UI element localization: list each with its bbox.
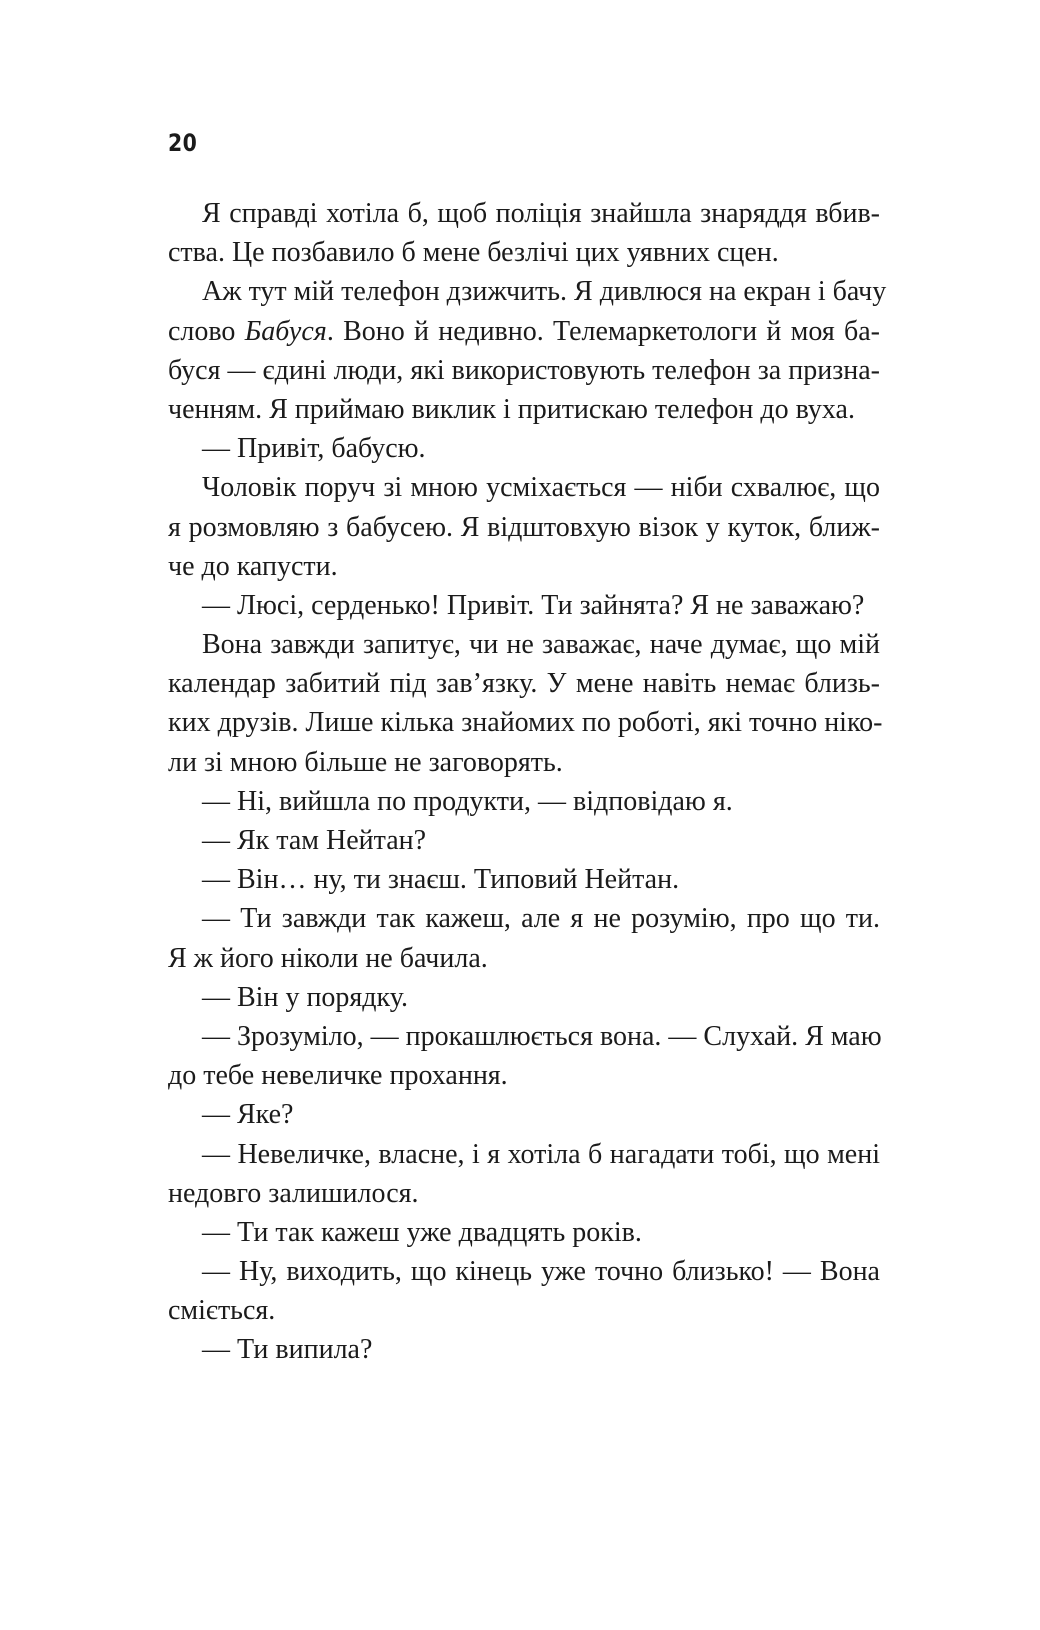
text-line: буся — єдині люди, які використовують телефон за призна-	[168, 354, 880, 386]
text-line: до тебе невеличке прохання.	[168, 1060, 508, 1092]
text-line: — Ти так кажеш уже двадцять років.	[202, 1216, 642, 1248]
text-line: ких друзів. Лише кілька знайомих по роботі, які точно ніко-	[168, 707, 883, 739]
text-line: ченням. Я приймаю виклик і притискаю телефон до вуха.	[168, 393, 855, 425]
text-segment: . Воно й недивно. Телемаркетологи й моя ба-	[326, 315, 880, 347]
text-line: — Як там Нейтан?	[202, 825, 427, 856]
text-line: — Ну, виходить, що кінець уже точно близько! — Вона	[202, 1256, 880, 1288]
text-line: Я справді хотіла б, щоб поліція знайшла знаряддя вбив-	[202, 198, 880, 229]
text-line: — Невеличке, власне, і я хотіла б нагадати тобі, що мені	[202, 1138, 880, 1170]
text-line: ства. Це позбавило б мене безлічі цих уявних сцен.	[168, 237, 779, 269]
text-line	[168, 312, 880, 351]
page-number: 20	[168, 129, 198, 157]
text-line: ли зі мною більше не заговорять.	[168, 746, 563, 778]
text-line: Чоловік поруч зі мною усміхається — ніби схвалює, що	[202, 472, 880, 504]
body-text	[168, 194, 887, 1370]
text-line: Я ж його ніколи не бачила.	[168, 942, 488, 974]
text-line: календар забитий під зав’язку. У мене навіть немає близь-	[168, 668, 880, 700]
text-line: — Ти випила?	[202, 1334, 373, 1366]
text-line: сміється.	[168, 1295, 276, 1327]
text-line: Вона завжди запитує, чи не заважає, наче думає, що мій	[202, 629, 880, 661]
text-line: я розмовляю з бабусею. Я відштовхую візок у куток, ближ-	[168, 511, 880, 543]
text-line: — Він у порядку.	[202, 981, 408, 1013]
text-line: недовго залишилося.	[168, 1177, 419, 1209]
italic-text: Бабуся	[244, 315, 327, 347]
text-line: — Привіт, бабусю.	[202, 433, 426, 465]
text-line: че до капусти.	[168, 550, 338, 582]
text-line: — Зрозуміло, — прокашлюється вона. — Слухай. Я маю	[202, 1020, 882, 1052]
text-line: — Ти завжди так кажеш, але я не розумію, про що ти.	[202, 903, 880, 935]
text-line: — Ні, вийшла по продукти, — відповідаю я.	[202, 785, 733, 817]
text-line: Аж тут мій телефон дзижчить. Я дивлюся на екран і бачу	[202, 276, 887, 308]
text-segment: слово	[168, 315, 245, 347]
text-line: — Він… ну, ти знаєш. Типовий Нейтан.	[202, 864, 680, 896]
text-line: — Люсі, серденько! Привіт. Ти зайнята? Я не заважаю?	[202, 589, 865, 621]
text-line: — Яке?	[202, 1099, 294, 1131]
